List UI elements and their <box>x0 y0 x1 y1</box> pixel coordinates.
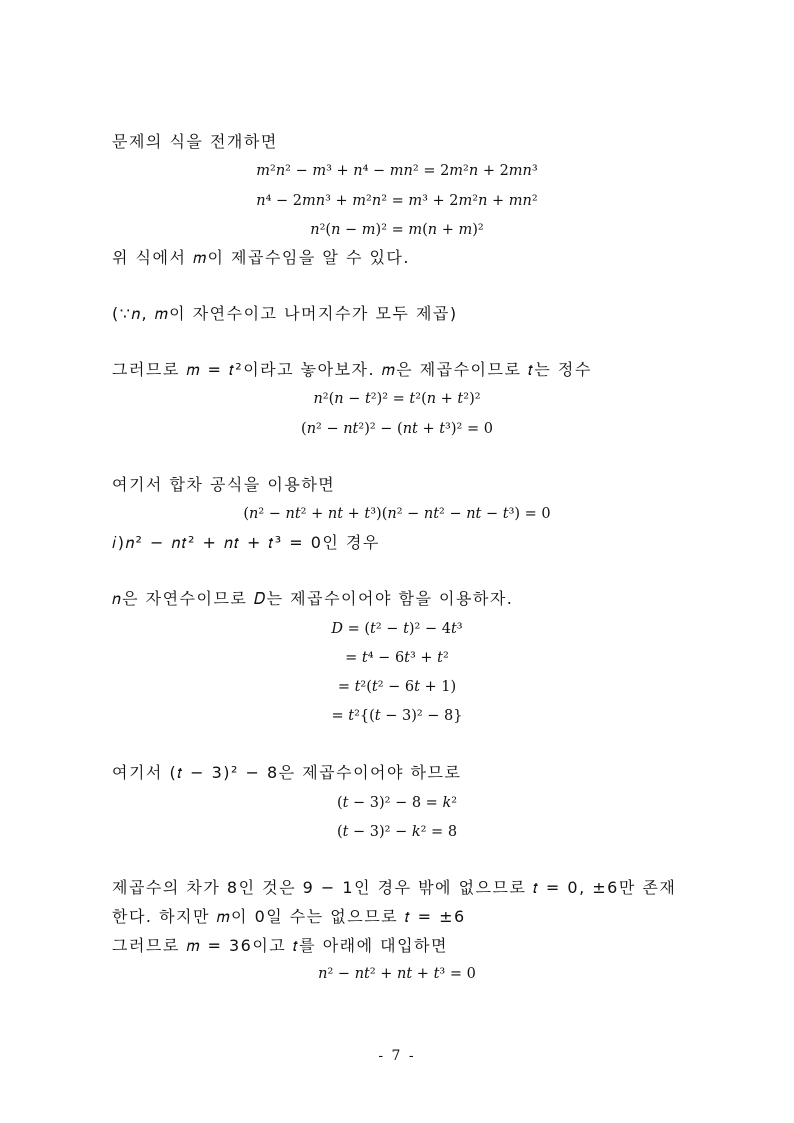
equation-13: 𝑛² − 𝑛𝑡² + 𝑛𝑡 + 𝑡³ = 0 <box>318 966 476 982</box>
equation-8: = 𝑡⁴ − 6𝑡³ + 𝑡² <box>345 650 449 666</box>
equation-1: 𝑚²𝑛² − 𝑚³ + 𝑛⁴ − 𝑚𝑛² = 2𝑚²𝑛 + 2𝑚𝑛³ <box>256 163 538 179</box>
text-line-8: 여기서 (𝑡 − 3)² − 8은 제곱수이어야 하므로 <box>112 763 462 782</box>
text-line-7: 𝑛은 자연수이므로 𝐷는 제곱수이어야 함을 이용하자. <box>112 589 514 608</box>
equation-10: = 𝑡²{(𝑡 − 3)² − 8} <box>331 708 463 724</box>
text-line-10: 한다. 하지만 𝑚이 0일 수는 없으므로 𝑡 = ±6 <box>112 907 466 926</box>
equation-3: 𝑛²(𝑛 − 𝑚)² = 𝑚(𝑛 + 𝑚)² <box>310 222 484 238</box>
text-line-5: 여기서 합차 공식을 이용하면 <box>112 475 336 494</box>
text-line-4: 그러므로 𝑚 = 𝑡²이라고 놓아보자. 𝑚은 제곱수이므로 𝑡는 정수 <box>112 360 592 379</box>
page-number: - 7 - <box>378 1048 416 1064</box>
equation-12: (𝑡 − 3)² − 𝑘² = 8 <box>336 824 458 840</box>
text-line-2: 위 식에서 𝑚이 제곱수임을 알 수 있다. <box>112 248 410 267</box>
equation-4: 𝑛²(𝑛 − 𝑡²)² = 𝑡²(𝑛 + 𝑡²)² <box>313 391 481 407</box>
equation-11: (𝑡 − 3)² − 8 = 𝑘² <box>336 795 458 811</box>
text-line-6: 𝑖)𝑛² − 𝑛𝑡² + 𝑛𝑡 + 𝑡³ = 0인 경우 <box>112 533 380 552</box>
text-line-9: 제곱수의 차가 8인 것은 9 − 1인 경우 밖에 없으므로 𝑡 = 0, ±6만 존재 <box>112 878 677 897</box>
equation-2: 𝑛⁴ − 2𝑚𝑛³ + 𝑚²𝑛² = 𝑚³ + 2𝑚²𝑛 + 𝑚𝑛² <box>256 193 538 209</box>
text-line-3: (∵𝑛, 𝑚이 자연수이고 나머지수가 모두 제곱) <box>112 304 458 323</box>
text-line-1: 문제의 식을 전개하면 <box>112 132 278 151</box>
text-line-11: 그러므로 𝑚 = 36이고 𝑡를 아래에 대입하면 <box>112 936 448 955</box>
equation-7: 𝐷 = (𝑡² − 𝑡)² − 4𝑡³ <box>331 621 463 637</box>
equation-6: (𝑛² − 𝑛𝑡² + 𝑛𝑡 + 𝑡³)(𝑛² − 𝑛𝑡² − 𝑛𝑡 − 𝑡³) = 0 <box>243 506 551 522</box>
equation-9: = 𝑡²(𝑡² − 6𝑡 + 1) <box>337 679 457 695</box>
equation-5: (𝑛² − 𝑛𝑡²)² − (𝑛𝑡 + 𝑡³)² = 0 <box>301 421 493 437</box>
